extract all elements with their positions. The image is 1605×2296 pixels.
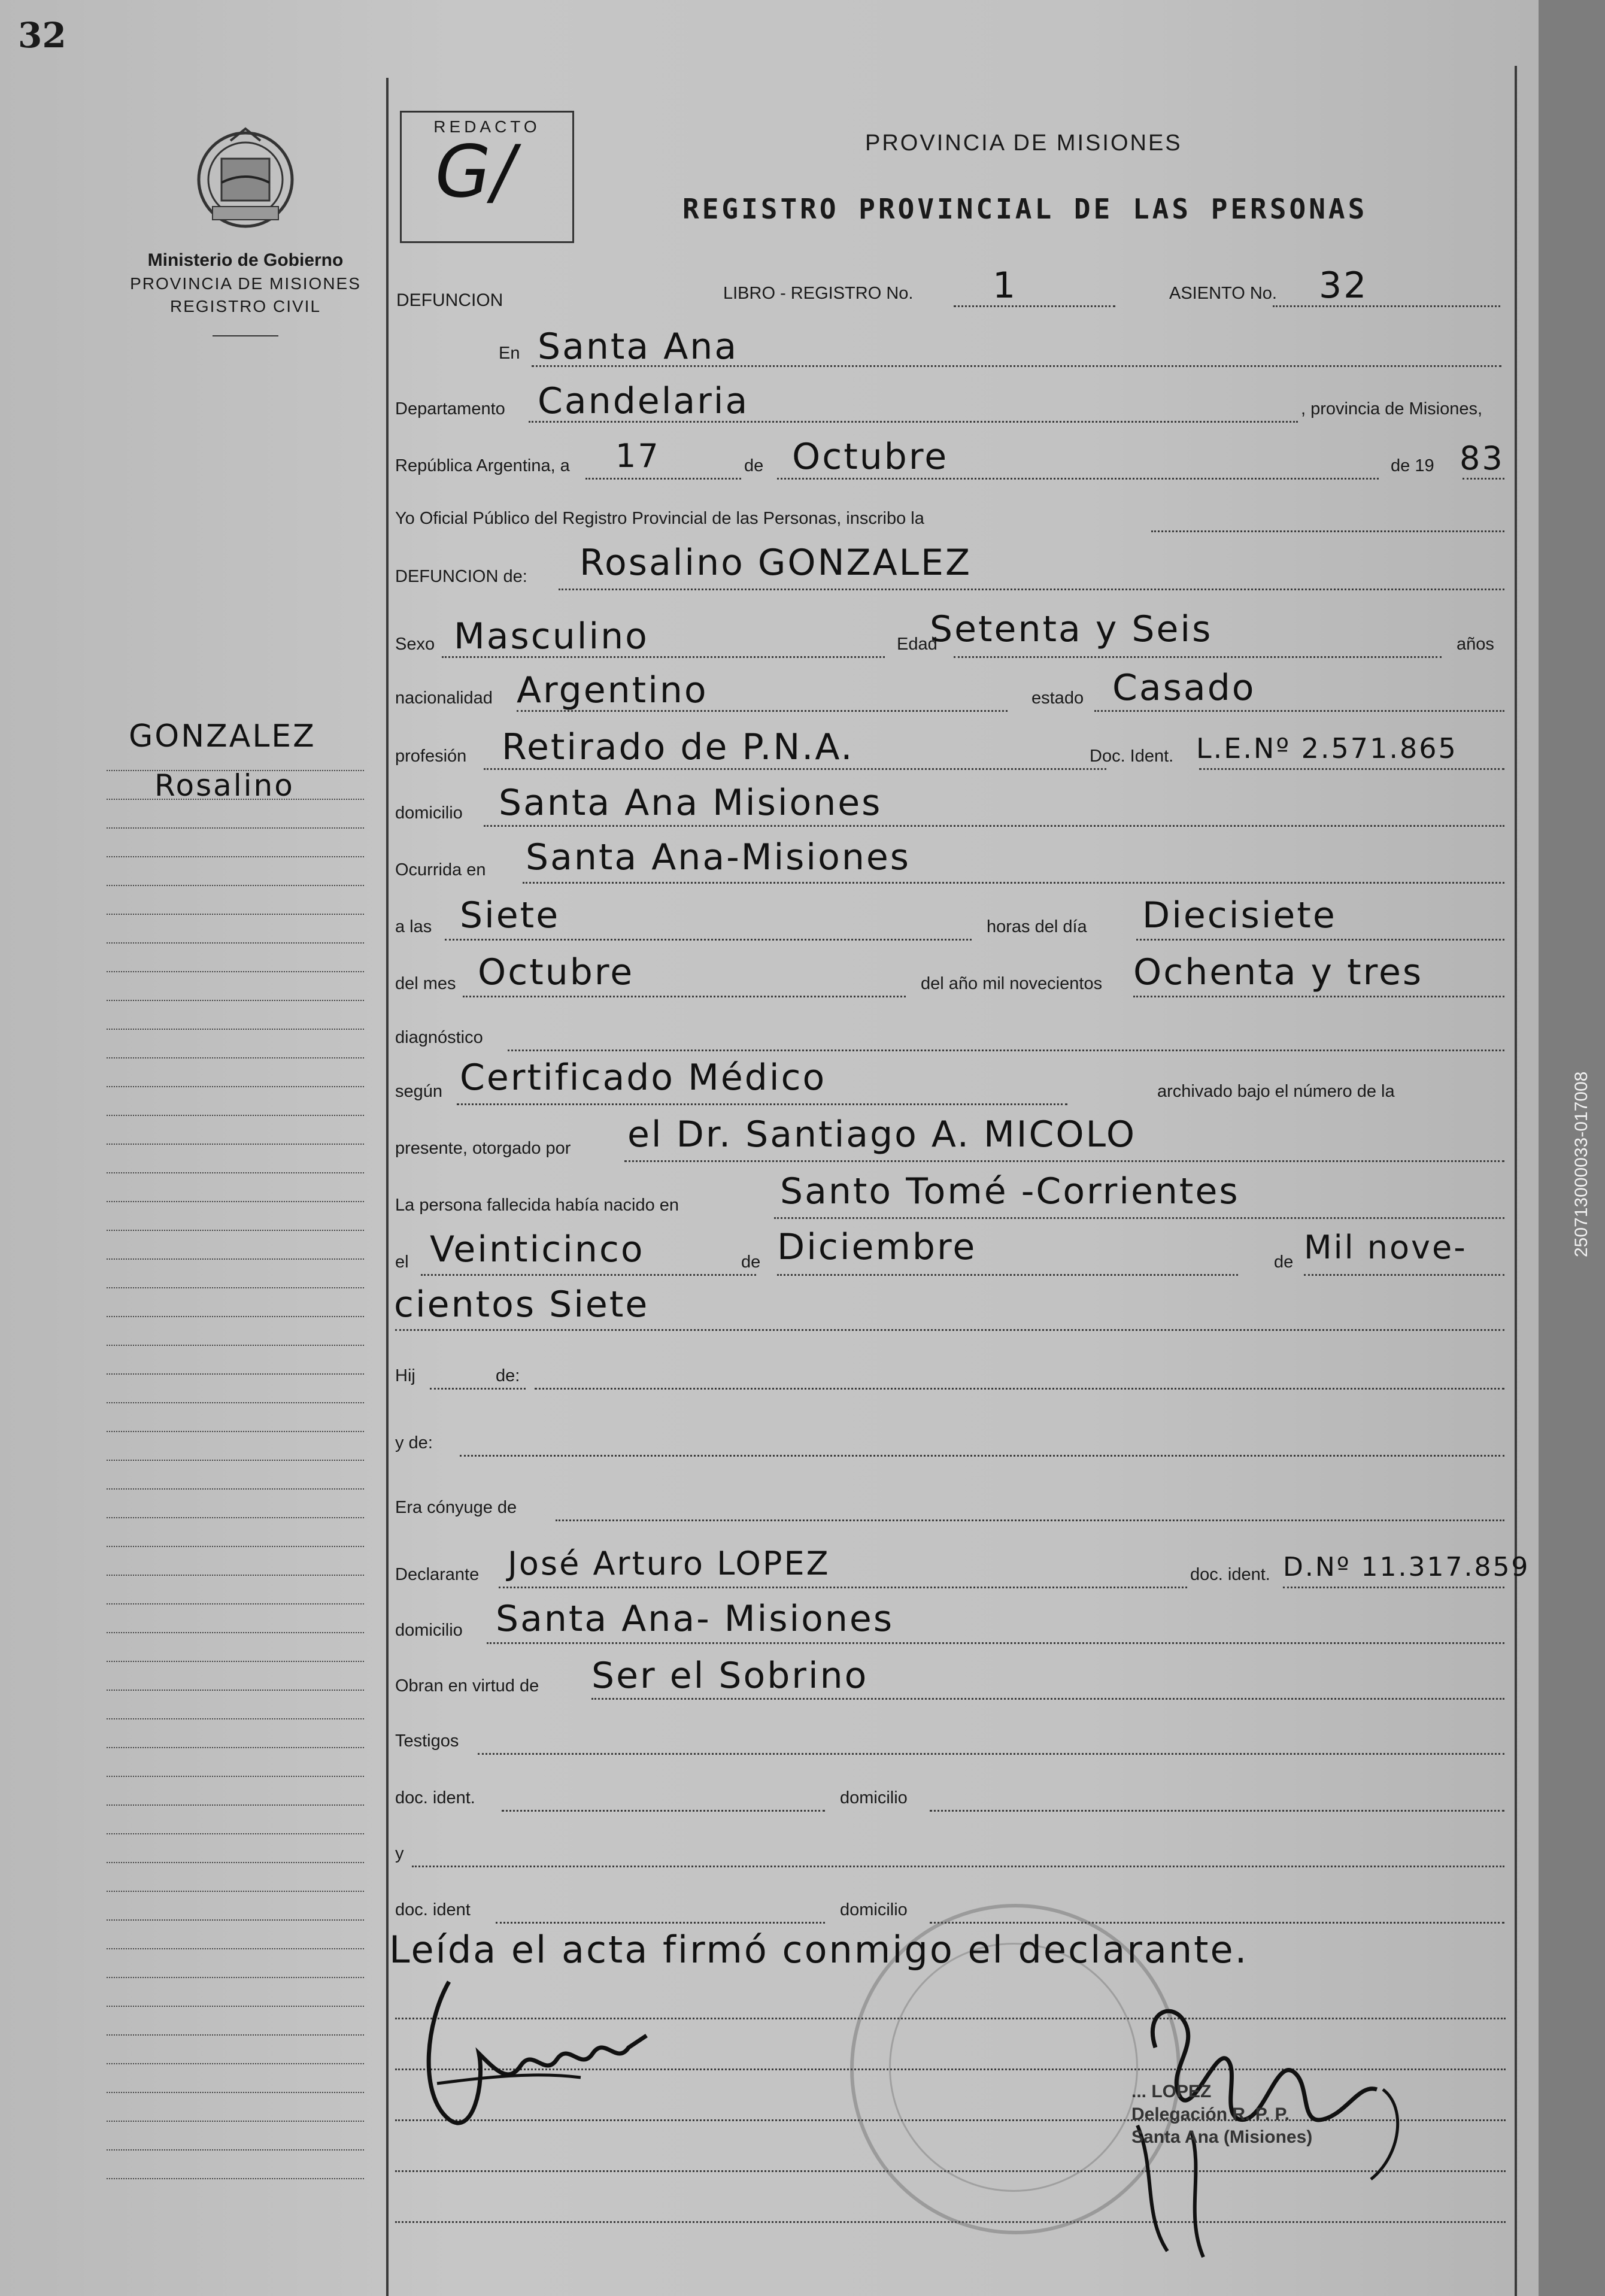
profesion-value: Retirado de P.N.A.: [502, 726, 854, 768]
y-label: y: [395, 1844, 404, 1863]
deceased-line: [559, 589, 1504, 590]
birth-de1: de: [741, 1252, 761, 1272]
republica-label: República Argentina, a: [395, 456, 570, 475]
hij-label: Hij: [395, 1366, 415, 1385]
margin-ruled-lines: [107, 742, 364, 2179]
row-testigo1: [394, 1787, 1504, 1811]
side-code: 250713000033-017008: [1571, 1071, 1591, 1257]
nacido-value: Santo Tomé -Corrientes: [780, 1170, 1240, 1212]
domicilio-value: Santa Ana Misiones: [499, 782, 882, 824]
y-de-line: [460, 1455, 1504, 1457]
birth-year-value-2: cientos Siete: [394, 1284, 650, 1326]
registry-title: REGISTRO PROVINCIAL DE LAS PERSONAS: [682, 193, 1368, 225]
domicilio2-value: Santa Ana- Misiones: [496, 1598, 894, 1640]
deceased-name: Rosalino GONZALEZ: [580, 542, 972, 584]
province-title: PROVINCIA DE MISIONES: [865, 131, 1182, 156]
row-domicilio2: [394, 1598, 1504, 1643]
row-birth-date: [394, 1226, 1504, 1275]
presente-value: el Dr. Santiago A. MICOLO: [627, 1114, 1137, 1155]
row-oficial: [394, 508, 1504, 532]
hij-de-line: [535, 1388, 1504, 1390]
ano-value: Ochenta y tres: [1133, 951, 1424, 993]
page-number: 32: [18, 15, 66, 56]
month-line: [777, 478, 1379, 480]
segun-label: según: [395, 1082, 443, 1101]
domicilio3-label: domicilio: [840, 1788, 908, 1807]
birth-year-value-1: Mil nove-: [1304, 1229, 1467, 1266]
redacto-label: REDACTO: [433, 117, 541, 136]
row-ocurrida: [394, 836, 1504, 883]
row-departamento: [394, 380, 1504, 422]
ocurrida-value: Santa Ana-Misiones: [526, 836, 911, 878]
dia-line: [1136, 939, 1504, 941]
obran-label: Obran en virtud de: [395, 1676, 539, 1696]
a-las-value: Siete: [460, 894, 560, 936]
asiento-line: [1273, 305, 1500, 307]
segun-line: [457, 1103, 1067, 1105]
defuncion-de-label: DEFUNCION de:: [395, 567, 527, 586]
nacido-label: La persona fallecida había nacido en: [395, 1196, 679, 1215]
row-hora: [394, 894, 1504, 940]
right-edge-rule: [1515, 66, 1517, 2296]
row-obran: [394, 1655, 1504, 1699]
departamento-label: Departamento: [395, 399, 505, 418]
oficial-line: [1151, 530, 1504, 532]
birth-de2: de: [1274, 1252, 1294, 1272]
official-stamp-line2: Delegación R. P. P.: [1131, 2104, 1290, 2124]
act-type: DEFUNCION: [396, 290, 503, 310]
sexo-value: Masculino: [454, 615, 649, 657]
domicilio-label: domicilio: [395, 803, 463, 823]
row-nacido: [394, 1170, 1504, 1218]
testigos-line: [478, 1753, 1504, 1755]
doc-ident3-label: doc. ident.: [395, 1788, 475, 1807]
birth-day-value: Veinticinco: [430, 1229, 645, 1270]
asiento-value: 32: [1319, 265, 1369, 307]
year-line: [1463, 478, 1504, 480]
row-segun: [394, 1057, 1504, 1105]
row-profesion: [394, 726, 1504, 769]
nacionalidad-label: nacionalidad: [395, 689, 493, 708]
row-declarante: [394, 1545, 1530, 1588]
profesion-line: [484, 768, 1106, 770]
declarant-signature: [413, 1964, 688, 2143]
hij-de-label: de:: [496, 1366, 520, 1385]
en-label: En: [499, 344, 520, 363]
sexo-label: Sexo: [395, 635, 435, 654]
y-line: [412, 1866, 1504, 1867]
ministry-name: Ministerio de Gobierno: [147, 250, 344, 270]
row-testigos: [394, 1730, 1504, 1754]
el-label: el: [395, 1252, 409, 1272]
del-mes-label: del mes: [395, 974, 456, 993]
nacionalidad-value: Argentino: [517, 669, 708, 711]
domicilio4-label: domicilio: [840, 1900, 908, 1919]
profesion-label: profesión: [395, 747, 467, 766]
year-prefix: de 19: [1391, 456, 1434, 475]
en-value: Santa Ana: [538, 326, 739, 368]
doc-ident-label: Doc. Ident.: [1090, 747, 1174, 766]
hij-line: [430, 1388, 526, 1390]
ano-label: del año mil novecientos: [921, 974, 1103, 993]
row-sexo-edad: [394, 608, 1504, 657]
ministry-province: PROVINCIA DE MISIONES: [130, 274, 361, 293]
diagnostico-label: diagnóstico: [395, 1028, 483, 1047]
a-las-line: [445, 939, 972, 941]
y-de-label: y de:: [395, 1433, 433, 1452]
margin-given-name: Rosalino: [154, 768, 295, 803]
departamento-value: Candelaria: [538, 380, 750, 422]
presente-line: [624, 1160, 1504, 1162]
anos-label: años: [1457, 635, 1494, 654]
nacido-line: [774, 1217, 1504, 1219]
doc-ident2-line: [1283, 1587, 1504, 1588]
horas-label: horas del día: [987, 917, 1087, 936]
domicilio3-line: [930, 1810, 1504, 1812]
testigos-label: Testigos: [395, 1731, 459, 1751]
row-mes-ano: [394, 951, 1504, 997]
mes-value: Octubre: [478, 951, 635, 993]
doc-ident3-line: [502, 1810, 825, 1812]
archivado-text: archivado bajo el número de la: [1157, 1082, 1395, 1101]
edad-line: [954, 656, 1442, 658]
month-value: Octubre: [792, 436, 949, 478]
ministry-registry: REGISTRO CIVIL: [169, 297, 321, 316]
declarante-line: [499, 1587, 1187, 1588]
birth-year-line: [1304, 1274, 1504, 1276]
edad-label: Edad: [897, 635, 937, 654]
left-column-rule: [386, 78, 389, 2296]
domicilio2-line: [487, 1642, 1504, 1644]
official-stamp-line3: Santa Ana (Misiones): [1131, 2127, 1313, 2147]
birth-month-value: Diciembre: [777, 1226, 977, 1268]
row-domicilio: [394, 782, 1504, 826]
domicilio2-label: domicilio: [395, 1621, 463, 1640]
row-birth-year-cont: [394, 1284, 1504, 1330]
diagnostico-line: [508, 1050, 1504, 1051]
ocurrida-label: Ocurrida en: [395, 860, 486, 879]
birth-year-cont-line: [395, 1329, 1504, 1331]
doc-ident4-line: [496, 1922, 825, 1924]
day-value: 17: [615, 437, 660, 475]
doc-ident2-value: D.Nº 11.317.859: [1283, 1552, 1530, 1582]
doc-ident-line: [1199, 768, 1504, 770]
estado-value: Casado: [1112, 667, 1256, 709]
row-conyuge: [394, 1497, 1504, 1521]
row-hij: [394, 1365, 1504, 1389]
ano-line: [1133, 996, 1504, 997]
edad-value: Setenta y Seis: [930, 608, 1213, 650]
mes-line: [463, 996, 906, 997]
row-presente: [394, 1114, 1504, 1161]
row-en: [394, 326, 1504, 368]
year-value: 83: [1460, 439, 1504, 477]
row-libro: [394, 265, 1504, 307]
provincia-suffix: , provincia de Misiones,: [1301, 399, 1483, 418]
segun-value: Certificado Médico: [460, 1057, 827, 1099]
a-las-label: a las: [395, 917, 432, 936]
obran-line: [591, 1698, 1504, 1700]
redacto-box: [400, 111, 574, 243]
redacto-initials: G/: [427, 131, 526, 214]
libro-value: 1: [993, 265, 1018, 307]
row-testigo-y: [394, 1843, 1504, 1867]
birth-month-line: [777, 1274, 1238, 1276]
presente-label: presente, otorgado por: [395, 1139, 571, 1158]
doc-ident-value: L.E.Nº 2.571.865: [1196, 732, 1458, 765]
coat-of-arms-seal: [195, 123, 296, 236]
day-line: [585, 478, 741, 480]
estado-line: [1094, 710, 1504, 712]
official-stamp-text: [1131, 2080, 1312, 2149]
birth-day-line: [421, 1274, 756, 1276]
dia-value: Diecisiete: [1142, 894, 1337, 936]
registry-stamp-inner: [889, 1943, 1138, 2192]
margin-surname: GONZALEZ: [129, 718, 316, 754]
official-stamp-name: ... LOPEZ: [1131, 2082, 1212, 2101]
declarante-label: Declarante: [395, 1565, 480, 1584]
conyuge-label: Era cónyuge de: [395, 1498, 517, 1517]
doc-ident4-label: doc. ident: [395, 1900, 471, 1919]
row-y-de: [394, 1432, 1504, 1456]
ocurrida-line: [523, 882, 1504, 884]
libro-line: [954, 305, 1115, 307]
conyuge-line: [556, 1519, 1504, 1521]
de-label: de: [744, 456, 764, 475]
declarante-value: José Arturo LOPEZ: [508, 1545, 830, 1582]
row-defuncion-de: [394, 542, 1504, 590]
ministry-block: [108, 250, 383, 336]
oficial-text: Yo Oficial Público del Registro Provincial de las Personas, inscribo la: [395, 509, 924, 528]
row-fecha: [394, 436, 1504, 479]
obran-value: Ser el Sobrino: [591, 1655, 869, 1697]
ministry-divider: [213, 335, 278, 336]
closing-text: Leída el acta firmó conmigo el declarante.: [389, 1928, 1249, 1972]
estado-label: estado: [1031, 689, 1084, 708]
doc-ident2-label: doc. ident.: [1190, 1565, 1270, 1584]
domicilio-line: [484, 825, 1504, 827]
asiento-label: ASIENTO No.: [1169, 284, 1277, 303]
libro-label: LIBRO - REGISTRO No.: [723, 284, 914, 303]
row-diagnostico: [394, 1027, 1504, 1051]
row-nacionalidad: [394, 667, 1504, 711]
